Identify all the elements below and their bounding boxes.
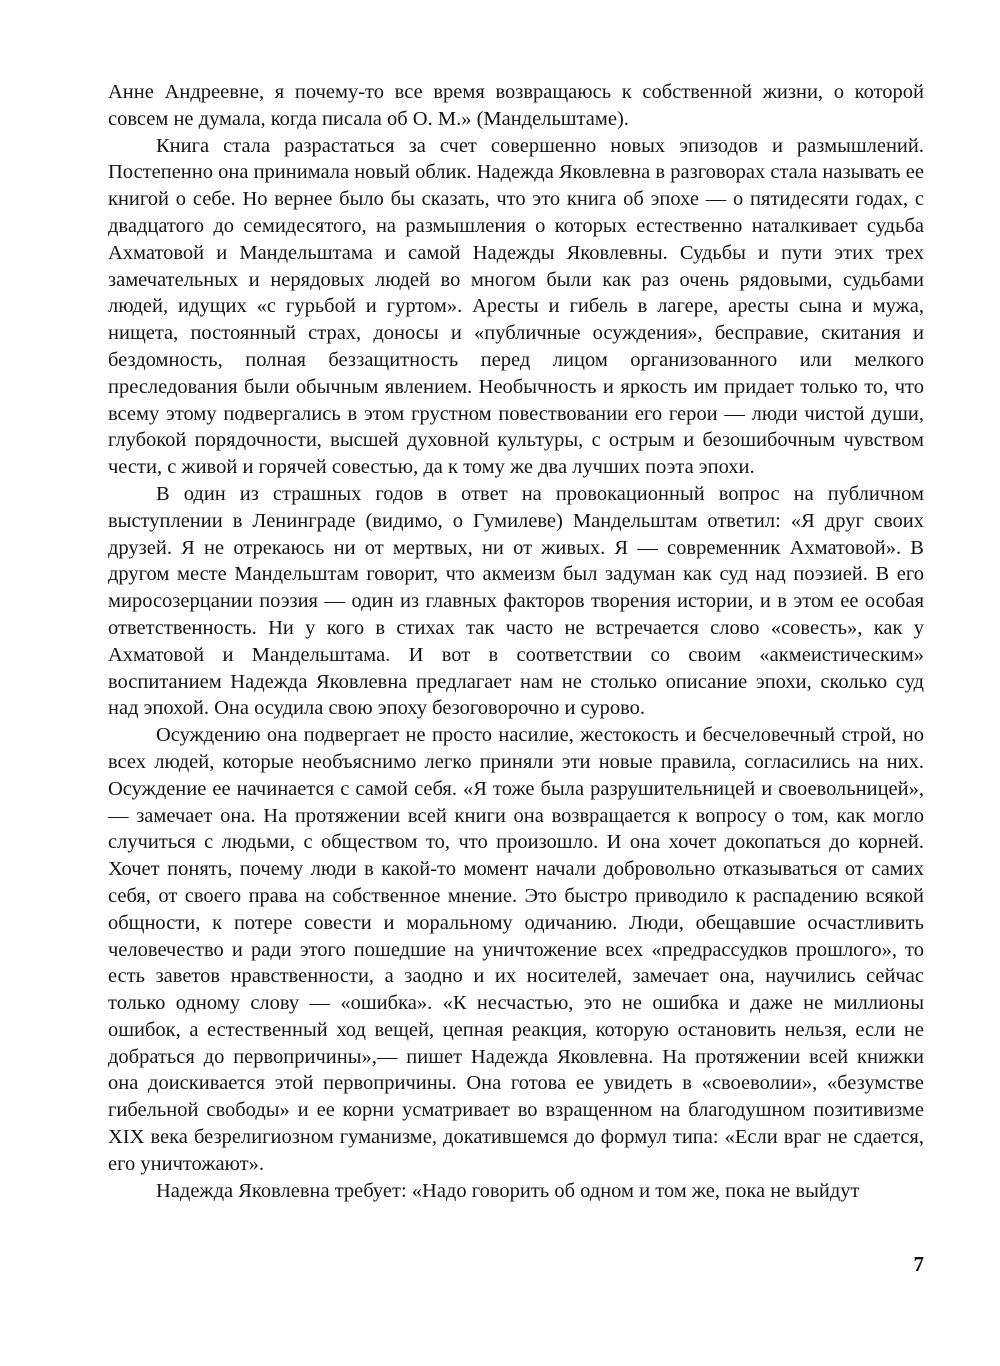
paragraph-1-continued: Анне Андреевне, я почему-то все время возвращаюсь к собственной жизни, о которой совсем не думала, когда писала об О. М.» (Мандельштаме). xyxy=(108,81,924,130)
page-body-text xyxy=(108,79,924,1204)
paragraph-4: Осуждению она подвергает не просто насилие, жестокость и бесчеловечный строй, но всех людей, которые необъяснимо легко приняли эти новые правила, согласились на них. Осуждение ее начинается с самой себя. «Я тоже была разрушительницей и своевольницей»,— замечает она. На протяжении всей книги она возвращается к вопросу о том, как могло случиться с людьми, с обществом то, что произошло. И она хочет докопаться до корней. Хочет понять, почему люди в какой-то момент начали добровольно отказываться от самих себя, от своего права на собственное мнение. Это быстро приводило к распадению всякой общности, к потере совести и моральному одичанию. Люди, обещавшие осчастливить человечество и ради этого пошедшие на уничтожение всех «предрассудков прошлого», то есть заветов нравственности, а заодно и их носителей, замечает она, научились сейчас только одному слову — «ошибка». «К несчастью, это не ошибка и даже не миллионы ошибок, а естественный ход вещей, цепная реакция, которую остановить нельзя, если не добраться до первопричины»,— пишет Надежда Яковлевна. На протяжении всей книжки она доискивается этой первопричины. Она готова ее увидеть в «своеволии», «безумстве гибельной свободы» и ее корни усматривает во взращенном на благодушном позитивизме XIX века безрелигиозном гуманизме, докатившемся до формул типа: «Если враг не сдается, его уничтожают». xyxy=(108,724,924,1175)
paragraph-2: Книга стала разрастаться за счет совершенно новых эпизодов и размышлений. Постепенно она принимала новый облик. Надежда Яковлевна в разговорах стала называть ее книгой о себе. Но вернее было бы сказать, что это книга об эпохе — о пятидесяти годах, с двадцатого до семидесятого, на размышления о которых естественно наталкивает судьба Ахматовой и Мандельштама и самой Надежды Яковлевны. Судьбы и пути этих трех замечательных и нерядовых людей во многом были как раз очень рядовыми, судьбами людей, идущих «с гурьбой и гуртом». Аресты и гибель в лагере, аресты сына и мужа, нищета, постоянный страх, доносы и «публичные осуждения», бесправие, скитания и бездомность, полная беззащитность перед лицом организованного или мелкого преследования были обычным явлением. Необычность и яркость им придает только то, что всему этому подвергались в этом грустном повествовании его герои — люди чистой души, глубокой порядочности, высшей духовной культуры, с острым и безошибочным чувством чести, с живой и горячей совестью, да к тому же два лучших поэта эпохи. xyxy=(108,134,924,479)
paragraph-3: В один из страшных годов в ответ на провокационный вопрос на публичном выступлении в Ленинграде (видимо, о Гумилеве) Мандельштам ответил: «Я друг своих друзей. Я не отрекаюсь ни от мертвых, ни от живых. Я — современник Ахматовой». В другом месте Мандельштам говорит, что акмеизм был задуман как суд над поэзией. В его миросозерцании поэзия — один из главных факторов творения истории, и в этом ее особая ответственность. Ни у кого в стихах так часто не встречается слово «совесть», как у Ахматовой и Мандельштама. И вот в соответствии со своим «акмеистическим» воспитанием Надежда Яковлевна предлагает нам не столько описание эпохи, сколько суд над эпохой. Она осудила свою эпоху безоговорочно и сурово. xyxy=(108,482,924,720)
page-number: 7 xyxy=(913,1252,924,1276)
paragraph-5: Надежда Яковлевна требует: «Надо говорить об одном и том же, пока не выйдут xyxy=(156,1179,860,1202)
